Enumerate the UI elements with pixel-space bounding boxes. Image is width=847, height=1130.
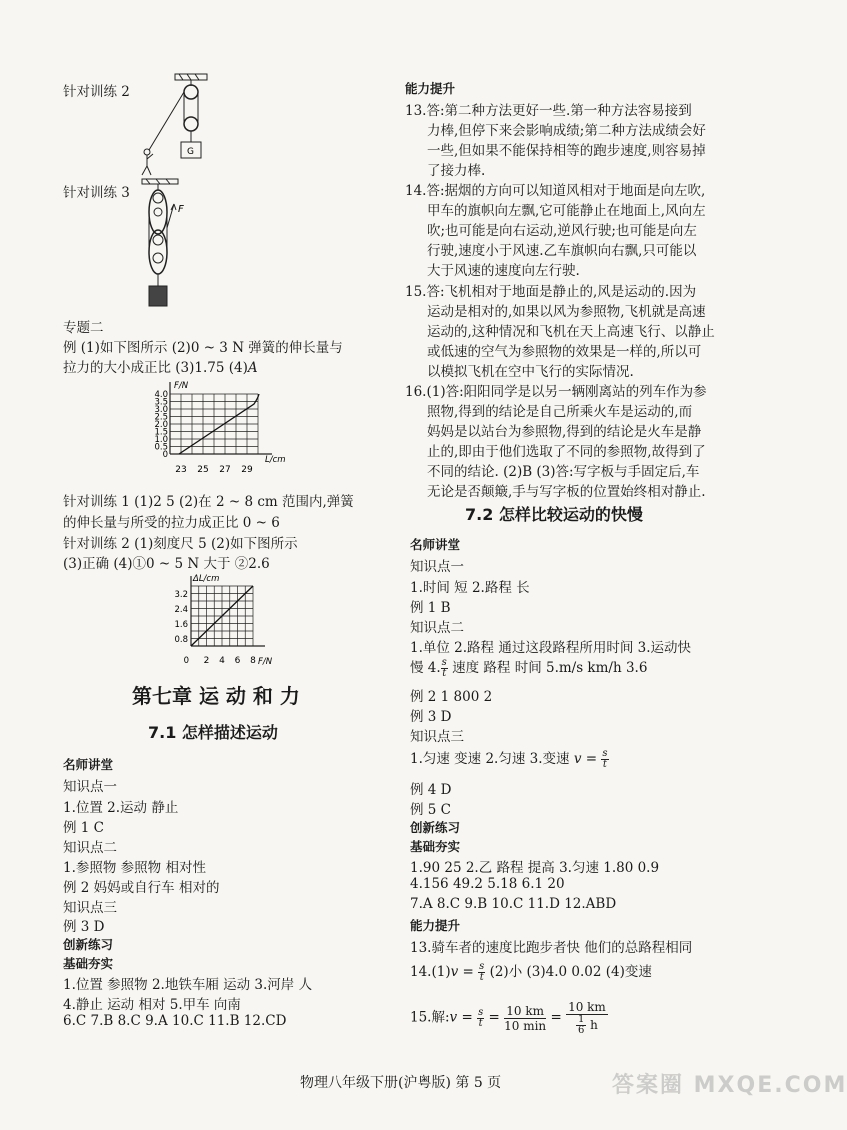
chart1-ytick: 1.5 [154,427,168,438]
s71-line: 知识点三 [63,900,117,916]
chart2-ytick: 2.4 [174,605,188,615]
right-heading: 能力提升 [405,81,456,96]
drill2-answer-line-1: 针对训练 2 (1)刻度尺 5 (2)如下图所示 [63,536,298,552]
chart1-ytick: 2.5 [154,412,168,423]
q15-solution: 15.解:v = $\frac{s}{t}$ = $\frac{10 km}{10 \min}$ = 10 km $\frac{1}{6}$ h [410,1000,606,1036]
s72-heading: 名师讲堂 [410,537,461,552]
chart1-ylabel: F/N [174,381,189,391]
q16-line: 照物,得到的结论是自己所乘火车是运动的,而 [427,404,693,420]
chart1-xtick: 25 [197,465,209,475]
chart2-ytick: 0 [183,656,189,666]
s72-line: 1.单位 2.路程 通过这段路程所用时间 3.运动快 [410,640,692,656]
s72-line: 13.骑车者的速度比跑步者快 他们的总路程相同 [410,940,693,956]
section-72-title: 7.2 怎样比较运动的快慢 [465,505,643,524]
chart1-ytick: 3.5 [154,397,168,408]
s71-heading: 基础夯实 [63,956,114,971]
section-71-title: 7.1 怎样描述运动 [148,723,278,742]
chapter-title: 第七章 运 动 和 力 [132,684,300,708]
chart2-xtick: 2 [203,656,210,666]
chart1-ytick: 3.0 [154,405,168,415]
s72-heading: 基础夯实 [410,839,461,854]
s71-line: 例 2 妈妈或自行车 相对的 [63,880,220,896]
s72-line: 例 2 1 800 2 [410,689,493,705]
q13-line: 力棒,但停下来会影响成绩;第二种方法成绩会好 [427,123,706,139]
s71-line: 知识点一 [63,779,117,795]
example-line-2: 拉力的大小成正比 (3)1.75 (4)A [63,360,258,376]
s72-heading: 能力提升 [410,918,461,933]
chart2-xtick: 6 [234,656,241,666]
topic2-label: 专题二 [63,320,104,336]
q14-line: 大于风速的速度向左行驶. [427,263,580,279]
q16-line: 妈妈是以站台为参照物,得到的结论是火车是静 [427,424,702,440]
q14-line: 甲车的旗帜向左飘,它可能静止在地面上,风向左 [427,203,706,219]
s72-line: 例 5 C [410,802,452,818]
drill2-g-label: G [187,147,194,157]
s71-line: 例 1 C [63,820,105,836]
s72-line: 例 3 D [410,709,452,725]
s71-line: 6.C 7.B 8.C 9.A 10.C 11.B 12.CD [63,1013,287,1029]
chart1-ytick: 2.0 [154,420,168,430]
drill2-label: 针对训练 2 [63,84,130,100]
s71-line: 1.参照物 参照物 相对性 [63,860,206,876]
s71-line: 1.位置 2.运动 静止 [63,800,179,816]
chart2-xtick: 4 [219,656,225,666]
s72-line: 例 4 D [410,782,452,798]
s71-line: 4.静止 运动 相对 5.甲车 向南 [63,997,241,1013]
s71-line: 知识点二 [63,840,117,856]
q14-line: 行驶,速度小于风速.乙车旗帜向右飘,只可能以 [427,243,697,259]
chart1-xtick: 27 [219,465,231,475]
chart2-ytick: 1.6 [174,620,188,630]
pulley-diagram-2 [138,178,198,313]
spring-chart-2 [155,572,285,668]
page-footer: 物理八年级下册(沪粤版) 第 5 页 [300,1075,502,1091]
chart2-ytick: 3.2 [174,590,188,600]
q16-line: 不同的结论. (2)B (3)答:写字板与手固定后,车 [427,464,700,480]
chart1-ytick: 0 [162,450,168,460]
chart2-xtick: 8 [250,656,256,666]
s72-line-formula: 14.(1)v = $\frac{s}{t}$ (2)小 (3)4.0 0.02 (4)变速 [410,961,652,983]
s72-line: 知识点三 [410,729,464,745]
chart1-ytick: 1.0 [154,435,168,445]
q15-line: 或低速的空气为参照物的效果是一样的,所以可 [427,344,702,360]
chart1-ytick: 4.0 [154,390,168,400]
drill1-line-2: 的伸长量与所受的拉力成正比 0 ~ 6 [63,515,280,531]
drill3-f-label: F [178,204,184,215]
q16-line: 止的,即由于他们选取了不同的参照物,故得到了 [427,444,706,460]
spring-chart-1 [138,376,288,484]
chart2-ytick: 0.8 [174,635,188,645]
s71-line: 例 3 D [63,919,105,935]
q13-line: 13.答:第二种方法更好一些.第一种方法容易接到 [405,103,692,119]
s71-heading: 创新练习 [63,937,114,952]
s72-heading: 创新练习 [410,820,461,835]
q15-line: 运动的,这种情况和飞机在天上高速飞行、以静止 [427,324,715,340]
chart1-xtick: 23 [175,465,187,475]
watermark-text: 答案圈 MXQE.COM [612,1073,847,1098]
q14-line: 吹;也可能是向右运动,逆风行驶;也可能是向左 [427,223,697,239]
s72-line: 知识点一 [410,559,464,575]
drill2-answer-line-2: (3)正确 (4)①0 ~ 5 N 大于 ②2.6 [63,556,270,572]
q13-line: 一些,但如果不能保持相等的跑步速度,则容易掉 [427,143,706,159]
s72-line: 1.90 25 2.乙 路程 提高 3.匀速 1.80 0.9 [410,860,660,876]
s72-line: 7.A 8.C 9.B 10.C 11.D 12.ABD [410,896,617,912]
s72-line: 知识点二 [410,620,464,636]
chart1-ytick: 0.5 [154,442,168,453]
s71-line: 1.位置 参照物 2.地铁车厢 运动 3.河岸 人 [63,977,313,993]
s71-heading: 名师讲堂 [63,757,114,772]
q14-line: 14.答:据烟的方向可以知道风相对于地面是向左吹, [405,183,706,199]
q13-line: 了接力棒. [427,163,486,179]
s72-line-formula: 1.匀速 变速 2.匀速 3.变速 v = $\frac{s}{t}$ [410,748,608,770]
s72-line: 4.156 49.2 5.18 6.1 20 [410,876,565,892]
example-line-1: 例 (1)如下图所示 (2)0 ~ 3 N 弹簧的伸长量与 [63,340,343,356]
pulley-diagram-1 [135,72,215,177]
s72-line: 例 1 B [410,600,451,616]
chart2-xlabel: F/N [258,657,273,667]
chart2-ylabel: ΔL/cm [193,574,220,584]
q15-line: 以模拟飞机在空中飞行的实际情况. [427,364,634,380]
q16-line: 无论是否颠簸,手与写字板的位置始终相对静止. [427,484,706,500]
q15-line: 15.答:飞机相对于地面是静止的,风是运动的.因为 [405,284,697,300]
chart1-xtick: 29 [241,465,253,475]
drill3-label: 针对训练 3 [63,185,130,201]
drill1-line-1: 针对训练 1 (1)2 5 (2)在 2 ~ 8 cm 范围内,弹簧 [63,494,354,510]
watermark [612,1068,847,1124]
s72-line: 1.时间 短 2.路程 长 [410,580,530,596]
q16-line: 16.(1)答:阳阳同学是以另一辆刚离站的列车作为参 [405,384,707,400]
q15-line: 运动是相对的,如果以风为参照物,飞机就是高速 [427,304,706,320]
s72-line-formula: 慢 4. $\frac{s}{t}$ 速度 路程 时间 5.m/s km/h 3.6 [410,657,648,679]
chart1-xlabel: L/cm [265,455,286,465]
